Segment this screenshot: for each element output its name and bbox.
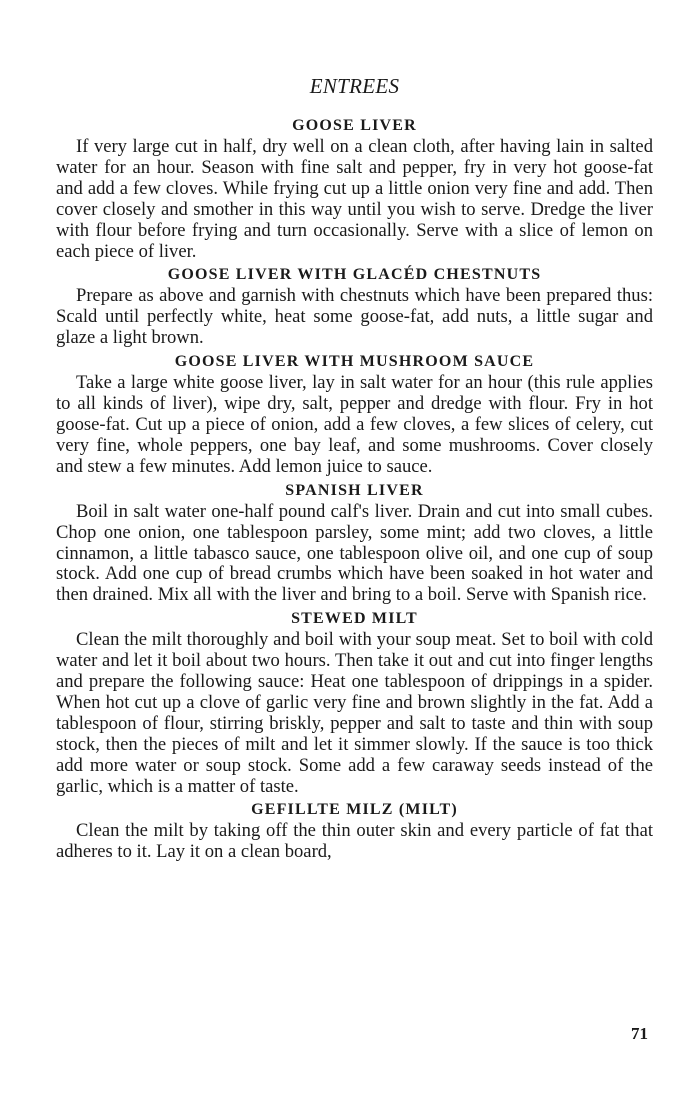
- recipe-body: Take a large white goose liver, lay in salt water for an hour (this rule applies to all kinds of liver), wipe dry, salt, pepper and dredge with flour. Fry in hot goose-fat. Cut up a piece of onion, add a few cloves, a few slices of celery, cut very fine, whole peppers, one bay leaf, and some mushrooms. Cover closely and stew a few minutes. Add lemon juice to sauce.: [56, 372, 653, 477]
- recipe-goose-liver-glaced-chestnuts: [56, 264, 653, 349]
- recipe-body: Clean the milt thoroughly and boil with your soup meat. Set to boil with cold water and let it boil about two hours. Then take it out and cut into finger lengths and prepare the following sauce: Heat one tablespoon of drippings in a spider. When hot cut up a clove of garlic very fine and brown slightly in the fat. Add a tablespoon of flour, stirring briskly, pepper and salt to taste and thin with soup stock, then the pieces of milt and let it simmer slowly. If the sauce is too thick add more water or soup stock. Some add a few caraway seeds instead of the garlic, which is a matter of taste.: [56, 629, 653, 797]
- recipe-body: If very large cut in half, dry well on a clean cloth, after having lain in salted water for an hour. Season with fine salt and pepper, fry in very hot goose-fat and add a few cloves. While frying cut up a little onion very fine and add. Then cover closely and smother in this way until you wish to serve. Dredge the liver with flour before frying and turn occasionally. Serve with a slice of lemon on each piece of liver.: [56, 136, 653, 262]
- recipe-gefillte-milz: [56, 799, 653, 863]
- recipe-title: GEFILLTE MILZ (MILT): [251, 801, 458, 819]
- recipe-body: Boil in salt water one-half pound calf's liver. Drain and cut into small cubes. Chop one onion, one tablespoon parsley, some mint; add two cloves, a little cinnamon, a little tabasco sauce, one tablespoon olive oil, and one cup of soup stock. Add one cup of bread crumbs which have been soaked in hot water and then drained. Mix all with the liver and bring to a boil. Serve with Spanish rice.: [56, 500, 653, 606]
- recipe-goose-liver-mushroom-sauce: [56, 351, 653, 478]
- recipe-body: Clean the milt by taking off the thin outer skin and every particle of fat that adheres to it. Lay it on a clean board,: [56, 820, 653, 863]
- recipe-title: GOOSE LIVER WITH GLACÉD CHESTNUTS: [167, 266, 542, 284]
- recipe-body: Prepare as above and garnish with chestnuts which have been prepared thus: Scald until perfectly white, heat some goose-fat, add nuts, a little sugar and glaze a light brown.: [56, 285, 653, 349]
- recipe-stewed-milt: [56, 608, 653, 797]
- recipe-title: GOOSE LIVER: [292, 117, 417, 134]
- recipe-title: STEWED MILT: [291, 610, 418, 628]
- recipe-goose-liver: [56, 115, 653, 262]
- running-head: ENTREES: [309, 74, 400, 98]
- recipe-title: SPANISH LIVER: [285, 481, 424, 499]
- recipe-spanish-liver: [56, 480, 653, 607]
- page-number: 71: [631, 1024, 648, 1043]
- recipe-title: GOOSE LIVER WITH MUSHROOM SAUCE: [174, 353, 535, 371]
